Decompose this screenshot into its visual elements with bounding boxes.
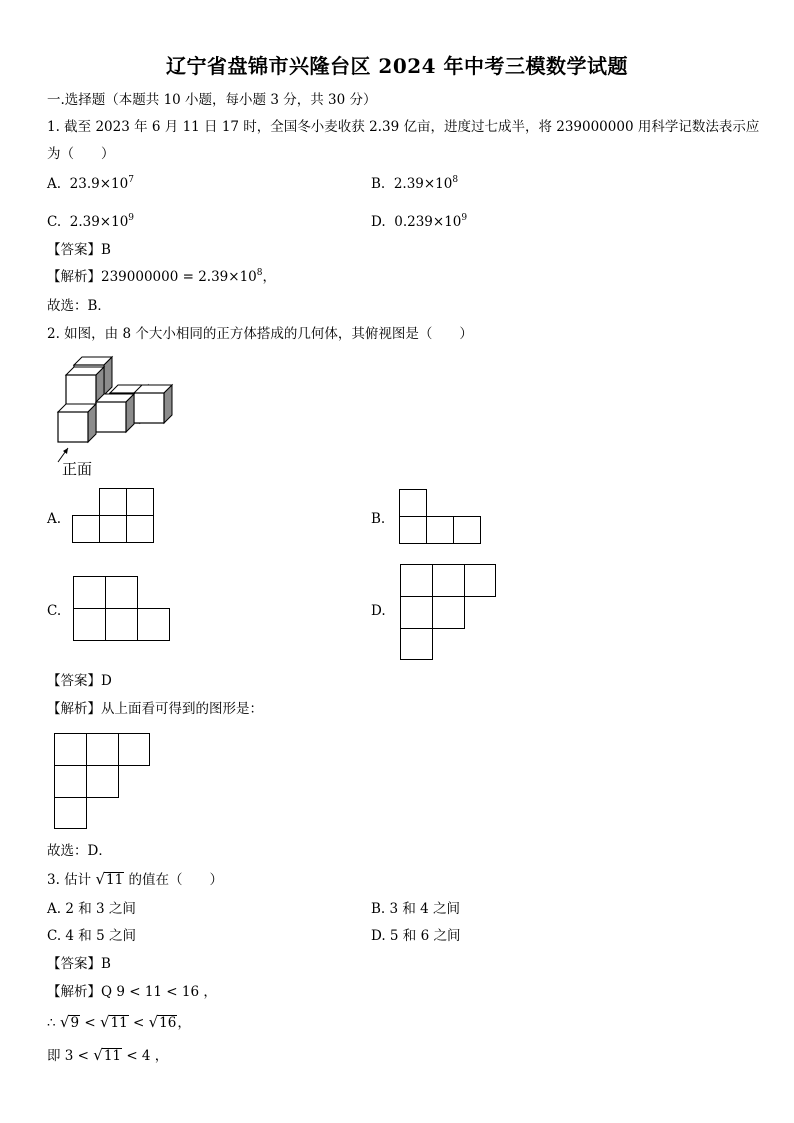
q3-stem: 3. 估计 √11 的值在（ ） [47,870,224,888]
q3-step2: 即 3 < √11 < 4 ， [47,1046,169,1064]
q2-stem: 2. 如图，由 8 个大小相同的正方体搭成的几何体，其俯视图是（ ） [47,326,473,342]
q2-analysis: 【解析】从上面看可得到的图形是： [47,701,263,717]
front-label: 正面 [62,460,93,478]
q1-option-b: B. $2.39\times 10^8$ [371,175,459,192]
q2-option-a-label: A. [47,511,62,527]
cube-right [134,385,172,423]
q3-answer: 【答案】B [47,956,111,972]
q3-option-b: B. 3 和 4 之间 [371,901,461,917]
q2-analysis-grid [54,733,150,829]
cube-middle [96,394,134,432]
q2-option-d-label: D. [371,603,386,619]
q1-option-a: A. $23.9\times 10^7$ [47,175,134,192]
page-title: 辽宁省盘锦市兴隆台区 2024 年中考三模数学试题 [165,54,629,78]
q1-conclusion: 故选：B． [47,298,111,314]
q2-option-a-grid [72,488,154,544]
q2-option-b-grid [399,489,481,544]
q2-option-d-grid [400,564,496,660]
q2-answer: 【答案】D [47,673,112,689]
q1-analysis: 【解析】$239000000 = 2.39\times 10^8$， [47,268,276,285]
q3-option-c: C. 4 和 5 之间 [47,928,136,944]
q1-option-c: C. $2.39\times 10^9$ [47,213,135,230]
q2-option-c-grid [73,576,169,641]
q1-stem-line2: 为（ ） [47,146,115,162]
cube-front [58,404,96,442]
q2-conclusion: 故选：D． [47,843,112,859]
q2-option-c-label: C. [47,603,62,619]
q3-option-d: D. 5 和 6 之间 [371,928,461,944]
q3-step1: ∴ √9 < √11 < √16， [47,1013,191,1031]
q3-analysis: 【解析】Q 9 < 11 < 16 ， [47,984,217,1000]
q2-option-b-label: B. [371,511,386,527]
q3-option-a: A. 2 和 3 之间 [47,901,136,917]
q1-option-d: D. $0.239\times 10^9$ [371,213,468,230]
q1-stem-line1: 1. 截至 2023 年 6 月 11 日 17 时，全国冬小麦收获 2.39 亿亩，进度过七成半，将 239000000 用科学记数法表示应 [47,119,760,135]
section-heading: 一.选择题（本题共 10 小题，每小题 3 分，共 30 分） [47,92,377,108]
q1-answer: 【答案】B [47,242,111,258]
